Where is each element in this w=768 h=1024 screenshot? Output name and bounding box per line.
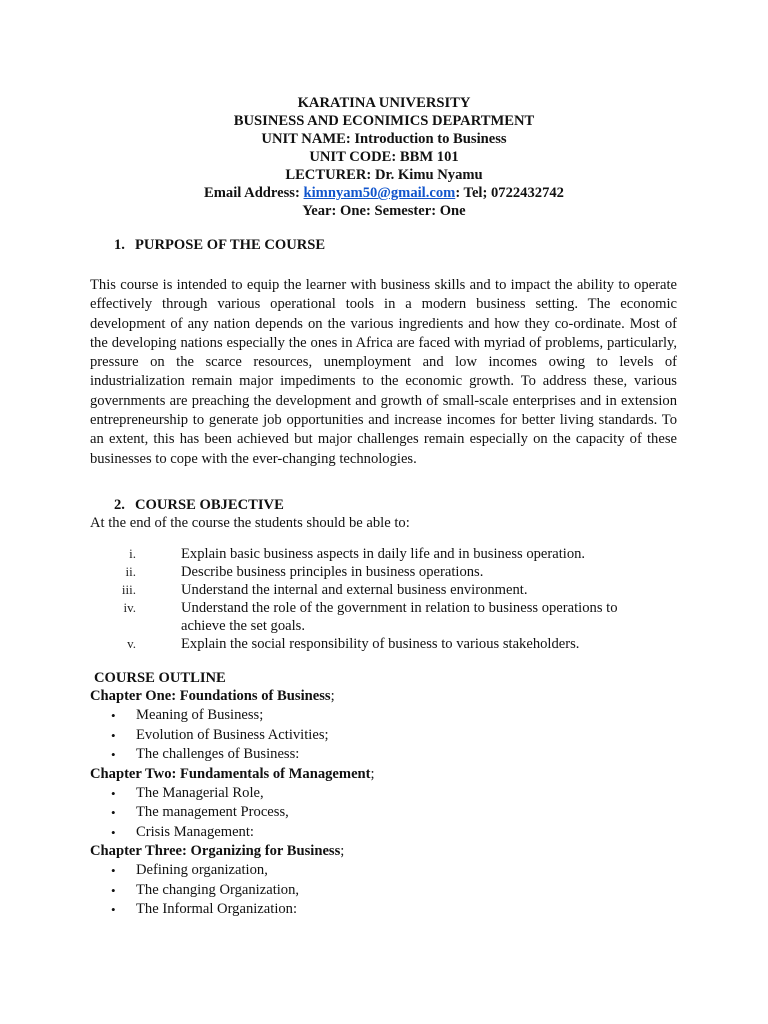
department-name: BUSINESS AND ECONIMICS DEPARTMENT <box>233 113 535 129</box>
list-item <box>90 706 690 726</box>
email-label: Email Address: <box>204 185 304 201</box>
list-item-text: Meaning of Business; <box>136 707 264 723</box>
objective-text: Understand the role of the government in relation to business operations to achieve the set goals. <box>181 600 618 634</box>
objective-text: Explain basic business aspects in daily life and in business operation. <box>181 546 586 562</box>
list-item-text: The Managerial Role, <box>136 784 264 801</box>
objective-item <box>90 545 650 563</box>
objective-item <box>90 563 650 581</box>
telephone: : Tel; 0722432742 <box>455 185 564 201</box>
bullet-icon: • <box>111 902 116 917</box>
bullet-icon: • <box>111 824 116 840</box>
purpose-number: 1. <box>114 237 125 253</box>
chapter-heading <box>90 687 690 706</box>
bullet-icon: • <box>111 805 116 820</box>
objective-item <box>90 599 650 635</box>
course-outline <box>90 669 690 920</box>
purpose-title: PURPOSE OF THE COURSE <box>135 237 326 253</box>
chapter-suffix: ; <box>340 843 345 859</box>
list-item <box>90 881 690 901</box>
bullet-icon: • <box>111 785 116 801</box>
lecturer-name: LECTURER: Dr. Kimu Nyamu <box>285 167 483 183</box>
objective-title: COURSE OBJECTIVE <box>135 497 284 513</box>
email-link[interactable]: kimnyam50@gmail.com <box>303 185 456 201</box>
list-item-text: Crisis Management: <box>136 823 254 840</box>
bullet-icon: • <box>111 727 116 743</box>
list-item <box>90 861 690 881</box>
bullet-icon: • <box>111 747 116 762</box>
purpose-heading <box>114 237 325 254</box>
objective-intro: At the end of the course the students should be able to: <box>90 515 410 531</box>
objective-number: 2. <box>114 497 125 513</box>
outline-title: COURSE OUTLINE <box>94 670 226 686</box>
list-item-text: The Informal Organization: <box>136 901 298 917</box>
list-item <box>90 900 690 920</box>
list-item <box>90 823 690 843</box>
purpose-paragraph: This course is intended to equip the learner with business skills and to impact the ability to operate effectively through various operational tools in a modern business setting. The economic development of any nation depends on the various ingredients and how they co-ordinate. Most of the developing nations especially the ones in Africa are faced with myriad of problems, particularly, pressure on the scarce resources, unemployment and low incomes owing to levels of industrialization remain major impediments to the economic growth. To address these, various governments are preaching the development and growth of small-scale enterprises and in extension entrepreneurship to generate job opportunities and increase incomes for better living standards. To an extent, this has been achieved but major challenges remain especially on the capacity of these businesses to cope with the ever-changing technologies. <box>90 277 677 467</box>
unit-name: UNIT NAME: Introduction to Business <box>261 131 507 147</box>
chapter-suffix: ; <box>370 765 375 782</box>
chapter-suffix: ; <box>330 688 335 704</box>
objective-list <box>90 545 650 653</box>
list-item-text: Defining organization, <box>136 862 268 878</box>
objective-text: Explain the social responsibility of business to various stakeholders. <box>181 636 580 652</box>
objective-numeral: ii. <box>125 564 136 579</box>
document-header <box>0 94 768 220</box>
objective-numeral: v. <box>127 636 136 651</box>
objective-heading <box>114 497 284 514</box>
list-item <box>90 726 690 746</box>
chapter-title: Chapter One: Foundations of Business <box>90 688 331 704</box>
chapter-title: Chapter Three: Organizing for Business <box>90 843 341 859</box>
university-name: KARATINA UNIVERSITY <box>297 95 471 111</box>
list-item-text: The challenges of Business: <box>136 746 300 762</box>
list-item <box>90 803 690 823</box>
list-item-text: The changing Organization, <box>136 881 300 898</box>
objective-numeral: i. <box>129 546 136 561</box>
list-item <box>90 784 690 804</box>
list-item-text: The management Process, <box>136 804 289 820</box>
objective-item <box>90 581 650 599</box>
list-item-text: Evolution of Business Activities; <box>136 726 329 743</box>
objective-item <box>90 635 650 653</box>
chapter-title: Chapter Two: Fundamentals of Management <box>90 765 371 782</box>
contact-line <box>0 184 768 202</box>
bullet-icon: • <box>111 882 116 898</box>
objective-numeral: iii. <box>121 582 136 597</box>
objective-text: Understand the internal and external business environment. <box>181 582 528 598</box>
year-semester: Year: One: Semester: One <box>302 203 466 219</box>
chapter-heading <box>90 842 690 861</box>
unit-code: UNIT CODE: BBM 101 <box>309 149 459 165</box>
objective-numeral: iv. <box>123 600 136 615</box>
bullet-icon: • <box>111 708 116 723</box>
chapter-heading <box>90 765 690 784</box>
bullet-icon: • <box>111 863 116 878</box>
list-item <box>90 745 690 765</box>
objective-text: Describe business principles in business operations. <box>181 564 484 580</box>
